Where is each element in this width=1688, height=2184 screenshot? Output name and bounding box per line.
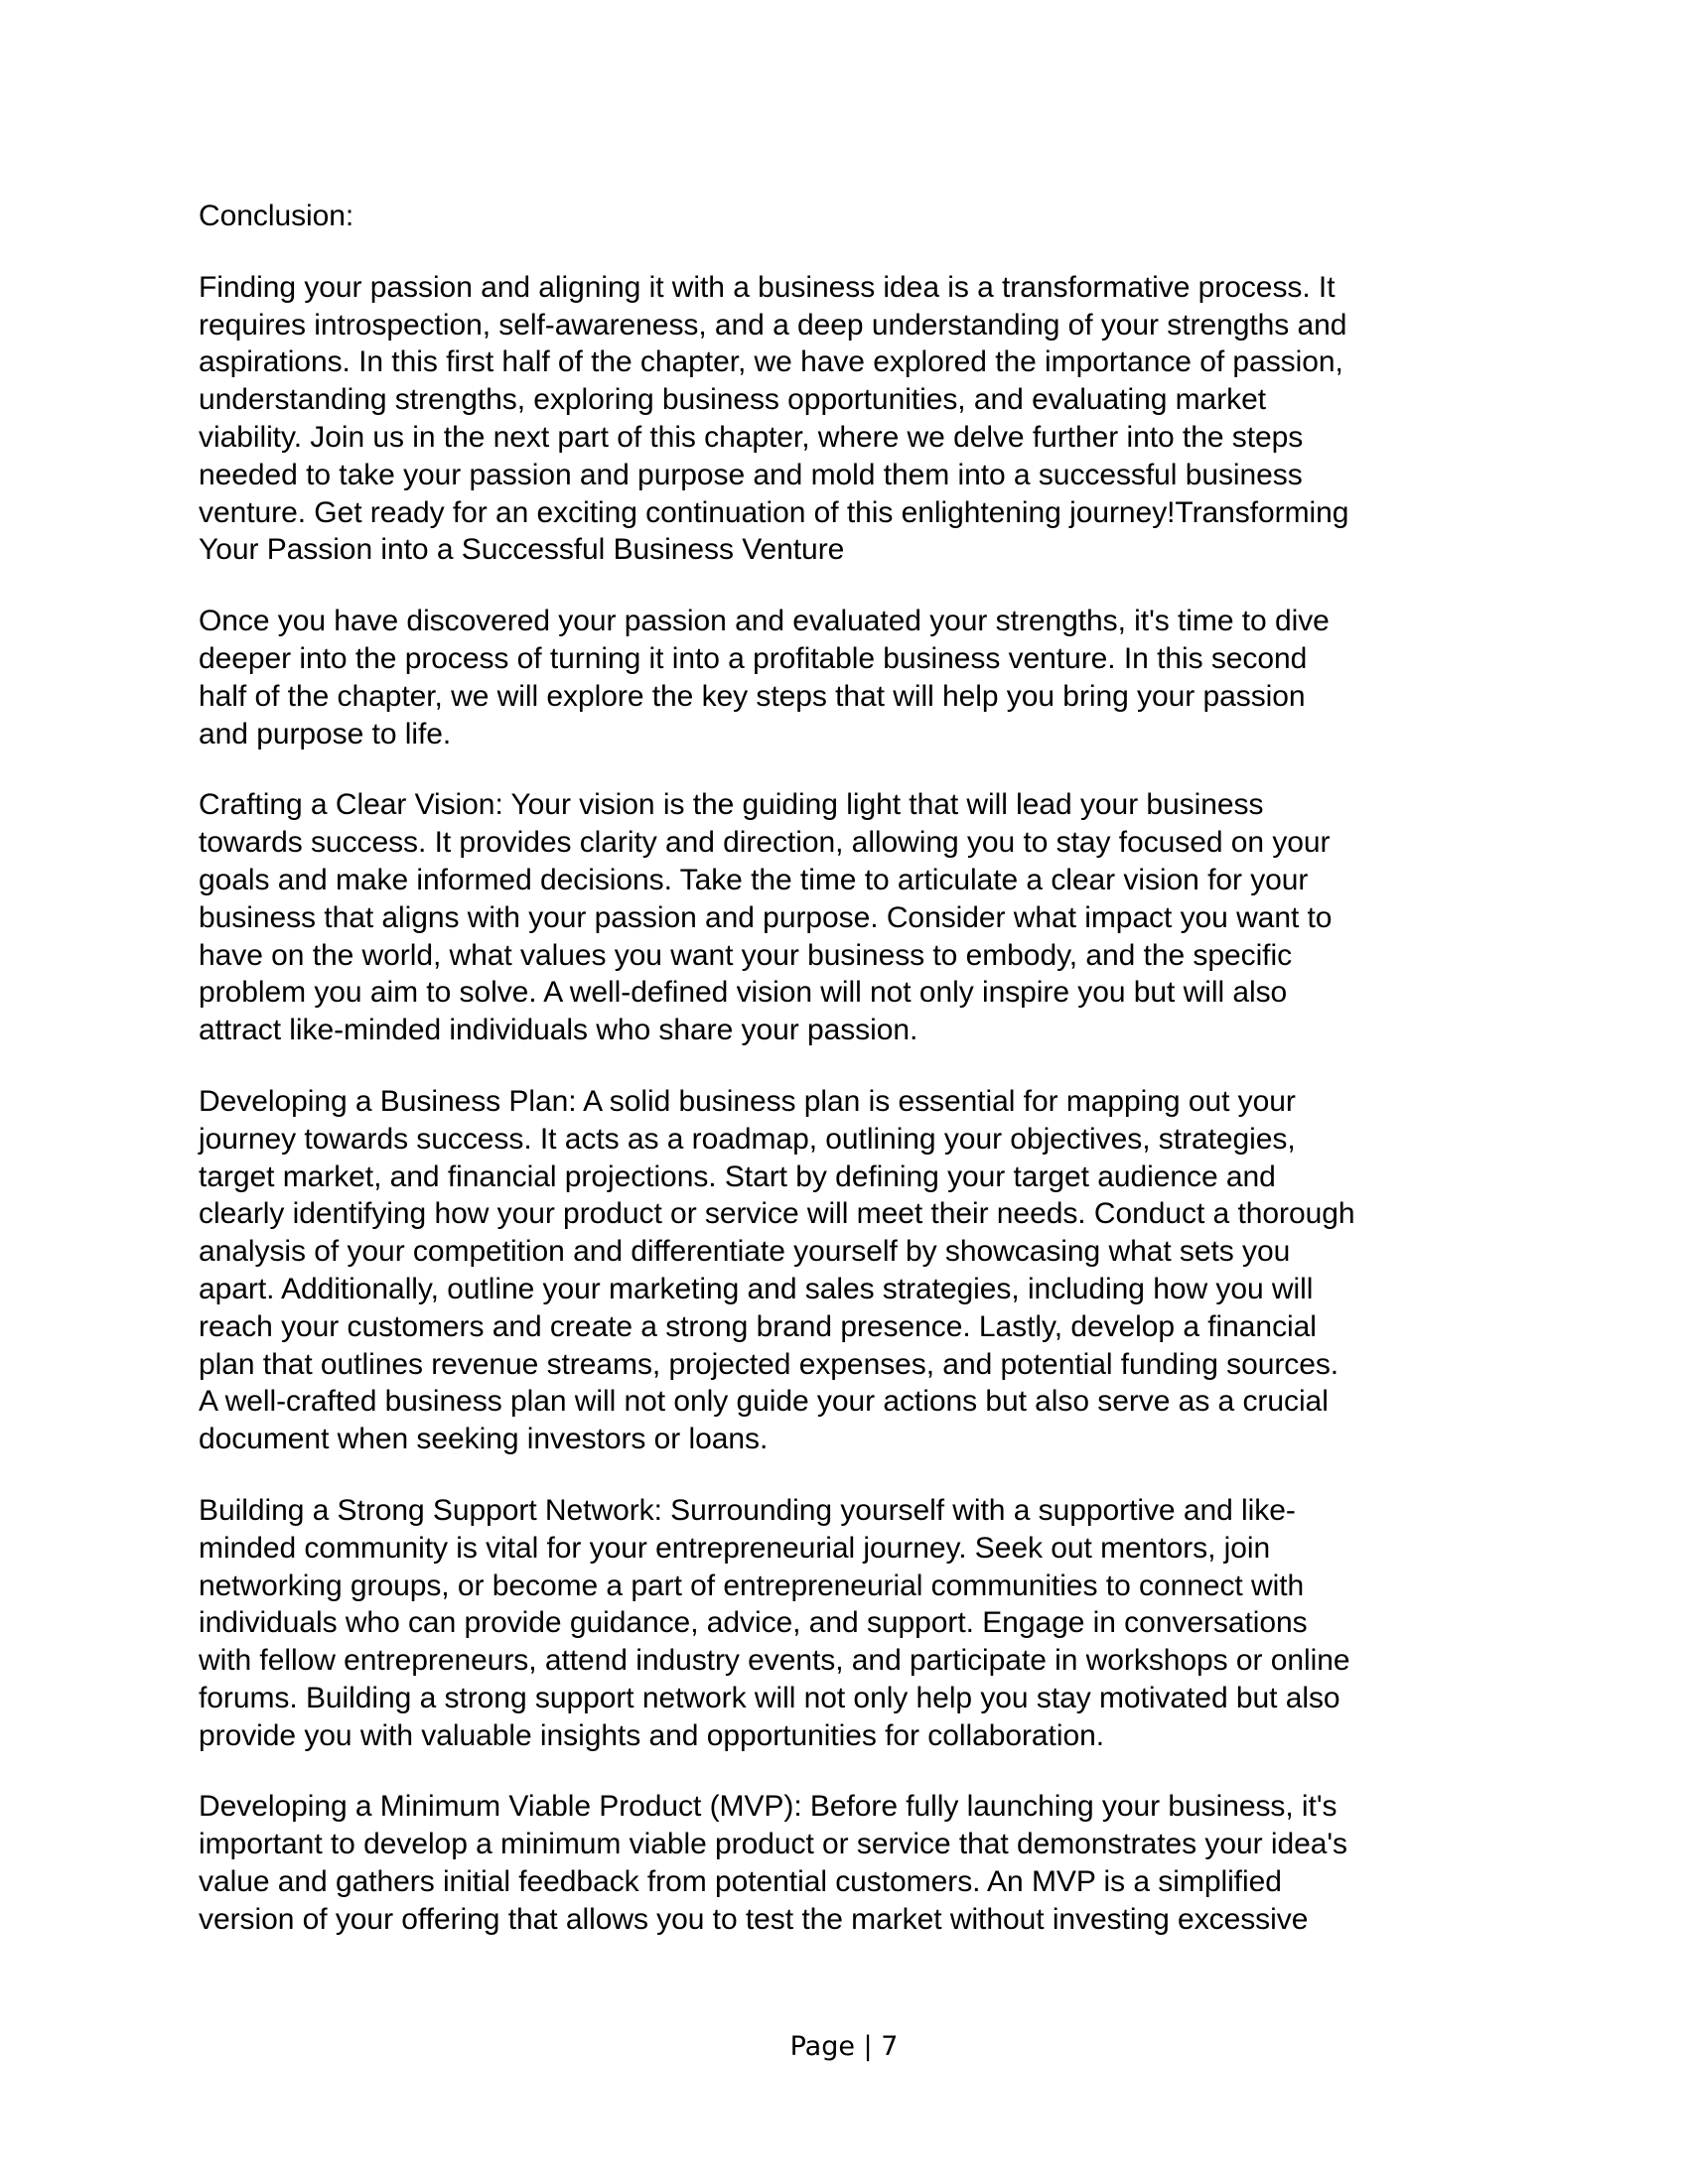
text-line: provide you with valuable insights and opportunities for collaboration.: [199, 1718, 1105, 1752]
text-line: viability. Join us in the next part of this chapter, where we delve further into the steps: [199, 420, 1304, 454]
text-line: A well-crafted business plan will not only guide your actions but also serve as a crucial: [199, 1385, 1329, 1419]
text-line: requires introspection, self-awareness, and a deep understanding of your strengths and: [199, 308, 1347, 341]
text-line: understanding strengths, exploring business opportunities, and evaluating market: [199, 383, 1267, 417]
text-line: aspirations. In this first half of the chapter, we have explored the importance of passion,: [199, 345, 1343, 379]
text-line: plan that outlines revenue streams, projected expenses, and potential funding sources.: [199, 1347, 1339, 1381]
page-footer: [0, 2031, 1688, 2062]
conclusion-paragraph: [199, 269, 1509, 569]
text-line: clearly identifying how your product or service will meet their needs. Conduct a thorough: [199, 1197, 1355, 1231]
crafting-clear-vision-paragraph: [199, 786, 1509, 1049]
text-line: with fellow entrepreneurs, attend industry events, and participate in workshops or online: [199, 1644, 1350, 1678]
document-body: [199, 198, 1509, 1973]
text-line: have on the world, what values you want your business to embody, and the specific: [199, 938, 1293, 972]
text-line: value and gathers initial feedback from potential customers. An MVP is a simplified: [199, 1865, 1282, 1899]
text-line: important to develop a minimum viable product or service that demonstrates your idea's: [199, 1828, 1347, 1861]
developing-mvp-paragraph: [199, 1788, 1509, 1938]
text-line: journey towards success. It acts as a roadmap, outlining your objectives, strategies,: [199, 1122, 1296, 1156]
text-line: minded community is vital for your entrepreneurial journey. Seek out mentors, join: [199, 1531, 1271, 1565]
conclusion-heading: [199, 198, 1509, 235]
text-line: venture. Get ready for an exciting continuation of this enlightening journey!Transforming: [199, 495, 1349, 529]
text-line: Crafting a Clear Vision: Your vision is the guiding light that will lead your business: [199, 788, 1264, 822]
text-line: Conclusion:: [199, 200, 354, 232]
text-line: apart. Additionally, outline your marketing and sales strategies, including how you will: [199, 1272, 1314, 1305]
intro-second-half-paragraph: [199, 603, 1509, 752]
text-line: analysis of your competition and differentiate yourself by showcasing what sets you: [199, 1235, 1291, 1269]
text-line: Once you have discovered your passion and evaluated your strengths, it's time to dive: [199, 605, 1330, 638]
building-support-network-paragraph: [199, 1492, 1509, 1755]
text-line: goals and make informed decisions. Take the time to articulate a clear vision for your: [199, 863, 1309, 896]
text-line: networking groups, or become a part of entrepreneurial communities to connect with: [199, 1569, 1305, 1602]
text-line: Developing a Minimum Viable Product (MVP): Before fully launching your business, it's: [199, 1790, 1337, 1824]
text-line: Your Passion into a Successful Business Venture: [199, 533, 845, 567]
text-line: and purpose to life.: [199, 717, 452, 751]
text-line: individuals who can provide guidance, advice, and support. Engage in conversations: [199, 1606, 1308, 1640]
text-line: forums. Building a strong support network will not only help you stay motivated but also: [199, 1681, 1340, 1714]
text-line: Building a Strong Support Network: Surrounding yourself with a supportive and like-: [199, 1493, 1296, 1527]
page-number: Page | 7: [789, 2031, 899, 2062]
text-line: Finding your passion and aligning it with a business idea is a transformative process. It: [199, 270, 1336, 304]
text-line: needed to take your passion and purpose and mold them into a successful business: [199, 458, 1303, 491]
developing-business-plan-paragraph: [199, 1083, 1509, 1458]
text-line: half of the chapter, we will explore the key steps that will help you bring your passion: [199, 679, 1306, 713]
text-line: towards success. It provides clarity and direction, allowing you to stay focused on your: [199, 826, 1331, 860]
text-line: target market, and financial projections. Start by defining your target audience and: [199, 1160, 1276, 1193]
text-line: deeper into the process of turning it into a profitable business venture. In this second: [199, 641, 1308, 675]
text-line: document when seeking investors or loans.: [199, 1423, 769, 1456]
text-line: Developing a Business Plan: A solid business plan is essential for mapping out your: [199, 1084, 1296, 1118]
text-line: business that aligns with your passion and purpose. Consider what impact you want to: [199, 900, 1333, 934]
text-line: version of your offering that allows you to test the market without investing excessive: [199, 1902, 1309, 1936]
text-line: reach your customers and create a strong brand presence. Lastly, develop a financial: [199, 1309, 1317, 1343]
text-line: problem you aim to solve. A well-defined vision will not only inspire you but will also: [199, 976, 1288, 1010]
text-line: attract like-minded individuals who share your passion.: [199, 1014, 918, 1047]
